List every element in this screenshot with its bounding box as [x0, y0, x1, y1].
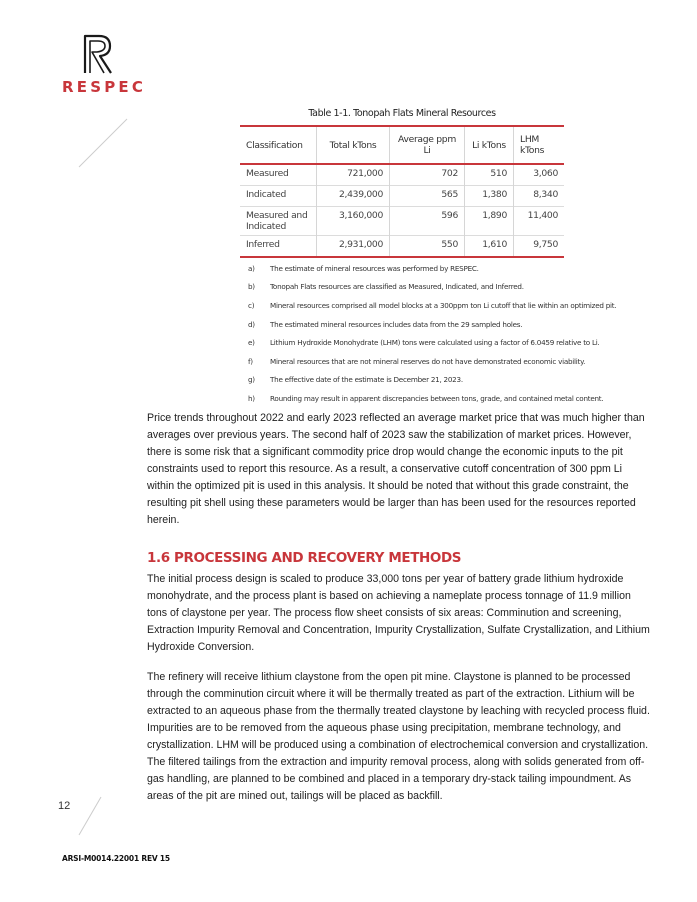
table-row [240, 207, 564, 236]
note-key: f) [248, 356, 253, 366]
decorative-diagonal-bottom [78, 796, 102, 836]
document-code: ARSI-M0014.22001 REV 15 [62, 854, 170, 863]
table-cell: 550 [390, 236, 465, 258]
table-note [248, 315, 648, 334]
table-cell: 9,750 [514, 236, 565, 258]
note-key: b) [248, 282, 255, 292]
table-cell: 702 [390, 164, 465, 186]
table-cell: 721,000 [317, 164, 390, 186]
table-cell: 596 [390, 207, 465, 236]
decorative-diagonal-top [78, 118, 128, 168]
table-cell: 1,380 [465, 186, 514, 207]
paragraph-price-trends: Price trends throughout 2022 and early 2023 reflected an average market price that was much higher than averages over previous years. The second half of 2023 saw the stabilization of market prices. However, there is some risk that a significant commodity price drop would change the economic inputs to the pit constraints used to report this resource. As a result, a conservative cutoff concentration of 300 ppm Li within the optimized pit is used in this analysis. It should be noted that without this grade constraint, the resulting pit shell using these parameters would be larger than has been used for the resources reported herein. [147, 412, 645, 526]
paragraph-refinery: The refinery will receive lithium claystone from the open pit mine. Claystone is planned to be processed through the comminution circuit where it will be thermally treated as part of the extraction. Lithium will be extracted to an aqueous phase from the thermally treated claystone by leaching with recycled process fluid. Impurities are to be removed from the aqueous phase using precipitation, membrane technology, and crystallization. LHM will be produced using a combination of electrochemical conversion and crystallization. The filtered tailings from the extraction and impurity removal process, along with solids generated from off-gas handling, are planned to be combined and placed in a temporary dry-stack tailing impoundment. As areas of the pit are mined out, tailings will be placed as backfill. [147, 671, 650, 802]
note-text: The effective date of the estimate is December 21, 2023. [270, 375, 463, 385]
paragraph-process-design: The initial process design is scaled to produce 33,000 tons per year of battery grade lithium hydroxide monohydrate, and the process plant is based on achieving a nameplate process tonnage of 11.9 million tons of claystone per year. The process flow sheet consists of six areas: Comminution and screening, Extraction Impurity Removal and Concentration, Impurity Crystallization, Sulfate Crystallization, and Lithium Hydroxide Conversion. [147, 573, 650, 653]
table-cell: Inferred [240, 236, 317, 258]
table-header-row [240, 126, 564, 164]
table-cell: 2,931,000 [317, 236, 390, 258]
table-cell: 510 [465, 164, 514, 186]
column-header: Average ppm Li [390, 126, 465, 164]
table-cell: Measured and Indicated [240, 207, 317, 236]
table-cell: 1,890 [465, 207, 514, 236]
table-cell: Indicated [240, 186, 317, 207]
table-note [248, 278, 648, 297]
column-header: LHM kTons [514, 126, 565, 164]
body-section-processing [147, 571, 651, 656]
mineral-resources-table [240, 125, 564, 258]
note-text: Rounding may result in apparent discrepancies between tons, grade, and contained metal content. [270, 393, 604, 403]
table-cell: Measured [240, 164, 317, 186]
table-cell: 11,400 [514, 207, 565, 236]
body-section-refinery [147, 669, 651, 805]
table-note [248, 352, 648, 371]
note-text: Mineral resources that are not mineral reserves do not have demonstrated economic viability. [270, 356, 586, 366]
table-cell: 3,060 [514, 164, 565, 186]
note-key: h) [248, 393, 255, 403]
table-row [240, 186, 564, 207]
table-note [248, 259, 648, 278]
logo-wordmark: RESPEC [62, 78, 147, 96]
table-title: Table 1-1. Tonopah Flats Mineral Resources [308, 108, 496, 119]
page-number: 12 [58, 800, 71, 812]
note-key: g) [248, 375, 255, 385]
note-text: The estimated mineral resources includes data from the 29 sampled holes. [270, 319, 523, 329]
table-cell: 1,610 [465, 236, 514, 258]
body-section-top [147, 410, 651, 529]
note-key: a) [248, 263, 255, 273]
table-row [240, 164, 564, 186]
note-text: Mineral resources comprised all model blocks at a 300ppm ton Li cutoff that lie within an optimized pit. [270, 300, 617, 310]
table-cell: 565 [390, 186, 465, 207]
section-heading: 1.6 PROCESSING AND RECOVERY METHODS [147, 550, 462, 566]
table-notes [248, 259, 648, 408]
column-header: Classification [246, 139, 303, 151]
note-text: The estimate of mineral resources was performed by RESPEC. [270, 263, 479, 273]
column-header: Li kTons [465, 126, 514, 164]
table-note [248, 371, 648, 390]
respec-logo [62, 33, 147, 96]
note-key: d) [248, 319, 255, 329]
note-key: c) [248, 300, 255, 310]
table-cell: 2,439,000 [317, 186, 390, 207]
table-cell: 8,340 [514, 186, 565, 207]
table-note [248, 389, 648, 408]
note-key: e) [248, 338, 255, 348]
table-note [248, 333, 648, 352]
note-text: Lithium Hydroxide Monohydrate (LHM) tons were calculated using a factor of 6.0459 relative to Li. [270, 338, 600, 348]
column-header: Total kTons [317, 126, 390, 164]
table-row [240, 236, 564, 258]
table-cell: 3,160,000 [317, 207, 390, 236]
note-text: Tonopah Flats resources are classified as Measured, Indicated, and Inferred. [270, 282, 524, 292]
respec-r-mark-icon [82, 33, 114, 75]
table-note [248, 296, 648, 315]
